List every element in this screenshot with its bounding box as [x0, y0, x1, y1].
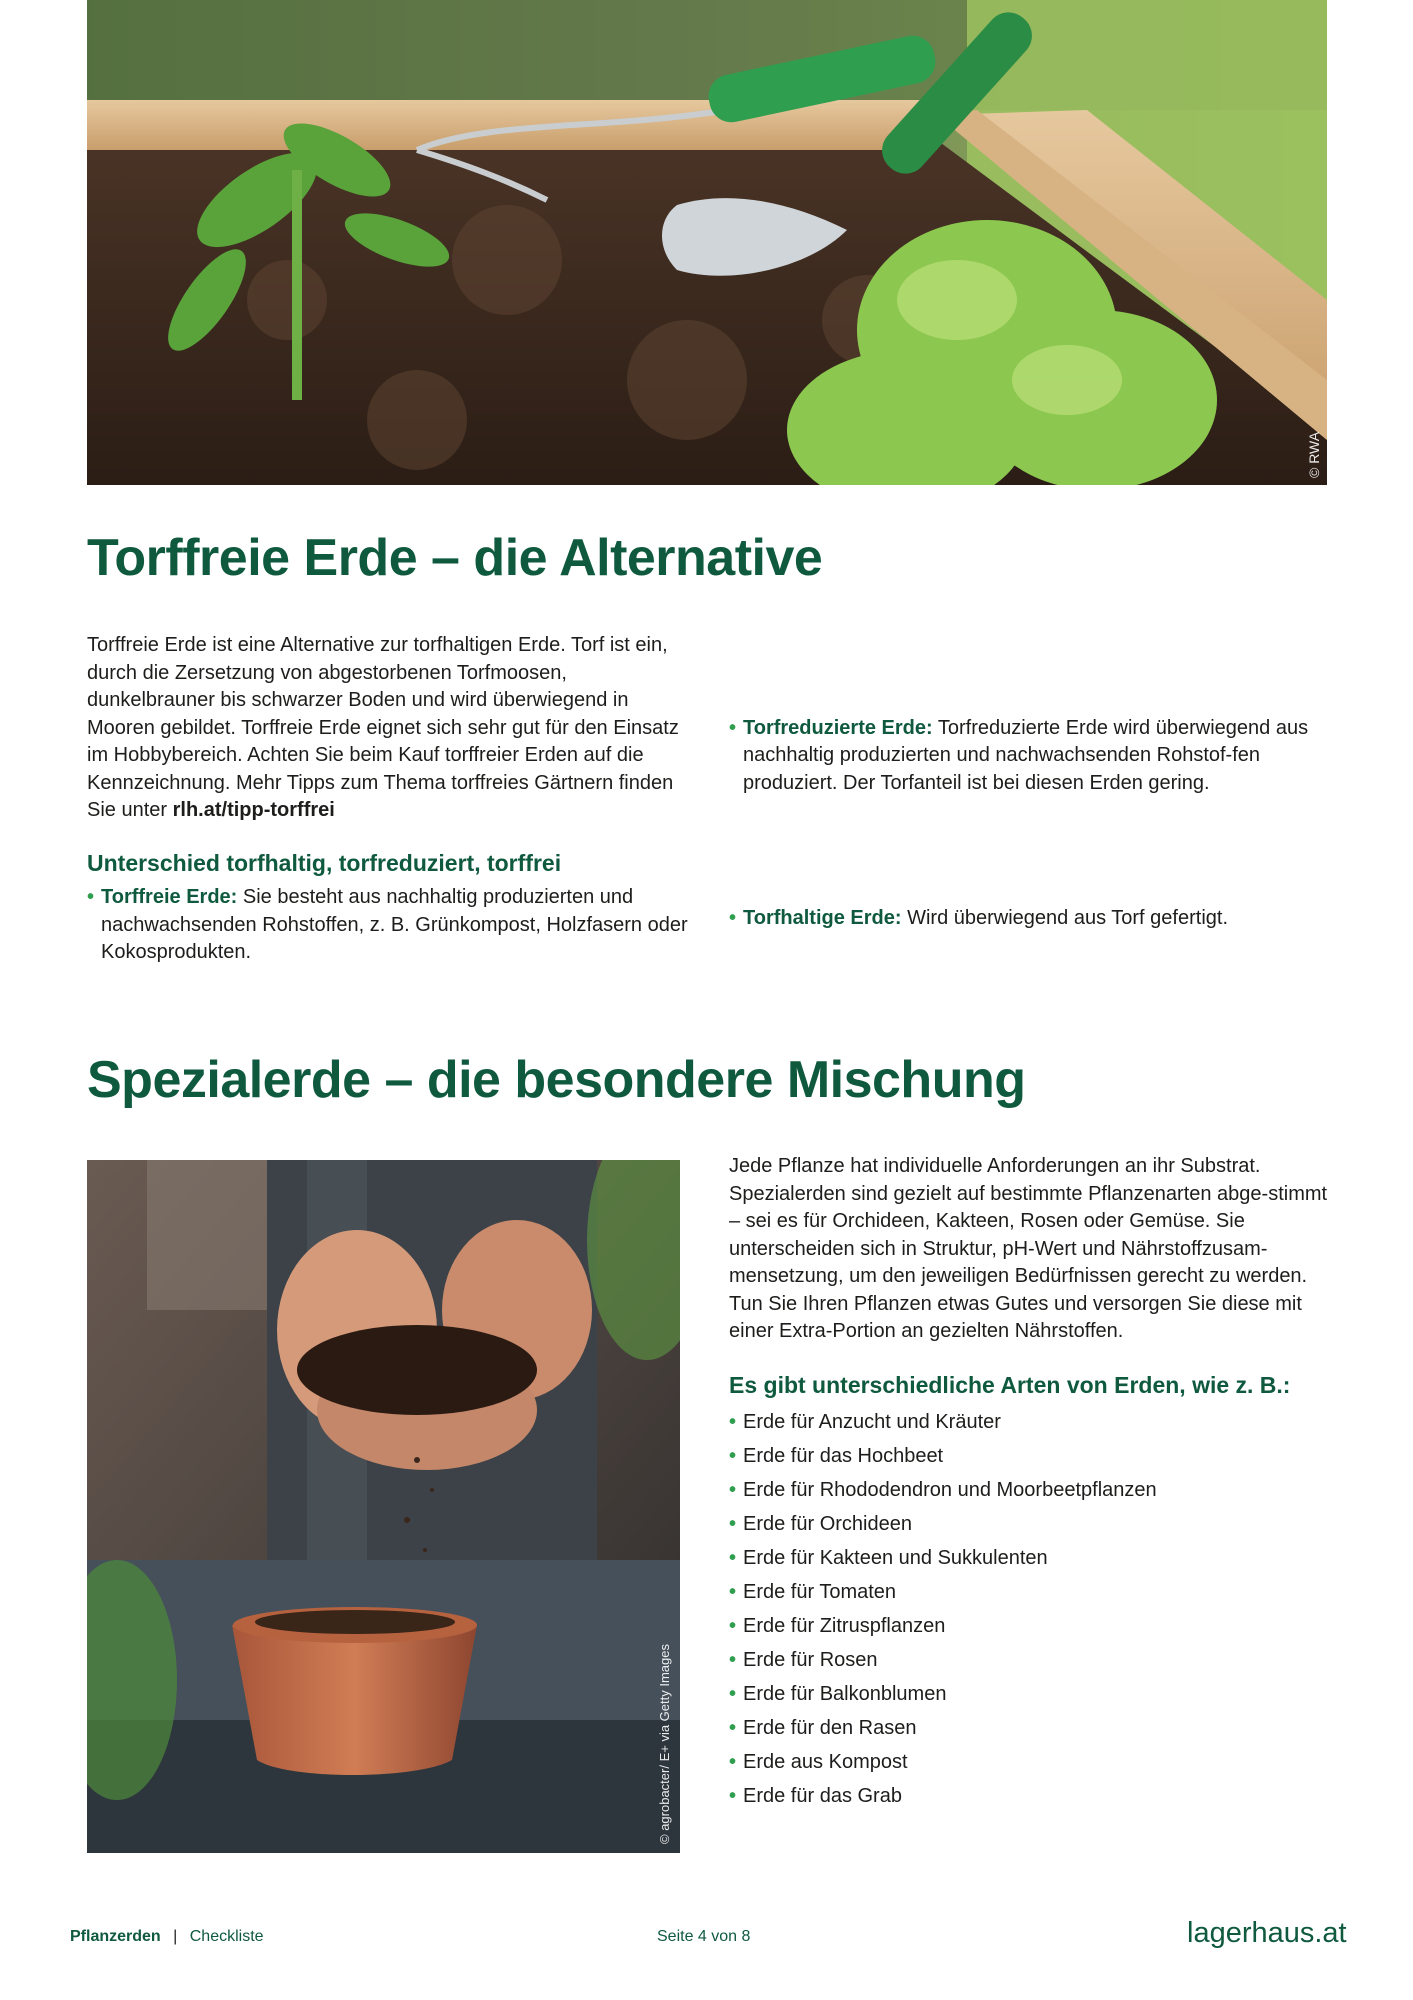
soil-type-label: Erde für Balkonblumen — [743, 1683, 947, 1705]
section1-intro — [87, 632, 687, 825]
soil-type-label: Erde für Tomaten — [743, 1581, 897, 1603]
raised-bed-illustration — [87, 0, 1327, 485]
bullet-dot: • — [729, 716, 737, 739]
footer-section: Checkliste — [189, 1928, 264, 1945]
bullet-dot: • — [729, 1411, 737, 1433]
soil-type-item — [729, 1473, 1329, 1507]
footer-separator: | — [173, 1928, 178, 1945]
soil-type-item — [729, 1643, 1329, 1677]
footer-page-number: Seite 4 von 8 — [657, 1928, 751, 1945]
bullet-dot: • — [729, 1479, 737, 1501]
bullet-torfhaltig — [729, 905, 1343, 933]
soil-type-item — [729, 1507, 1329, 1541]
bullet-dot: • — [729, 1785, 737, 1807]
torffrei-link[interactable]: rlh.at/tipp-torffrei — [172, 799, 335, 821]
bullet-dot: • — [729, 1751, 737, 1773]
bullet-dot: • — [729, 1717, 737, 1739]
soil-type-item — [729, 1609, 1329, 1643]
soil-type-label: Erde für das Hochbeet — [743, 1445, 944, 1467]
soil-types-list — [729, 1405, 1329, 1813]
soil-type-item — [729, 1677, 1329, 1711]
section1-intro-text: Torffreie Erde ist eine Alternative zur torfhaltigen Erde. Torf ist ein, durch die Zersetzung von abgestorbenen Torfmoosen, dunkelbrauner bis schwarzer Boden und wird überwiegend in Mooren gebildet. Torffreie Erde eignet sich sehr gut für den Einsatz im Hobbybereich. Achten Sie beim Kauf torffreier Erden auf die Kennzeichnung. Mehr Tipps zum Thema torffreies Gärtnern finden Sie unter — [87, 634, 679, 821]
bullet-dot: • — [729, 1683, 737, 1705]
bullet-dot: • — [729, 1547, 737, 1569]
section1-title: Torffreie Erde – die Alternative — [87, 529, 823, 587]
soil-type-item — [729, 1711, 1329, 1745]
footer-doc-title: Pflanzerden — [70, 1928, 161, 1945]
footer-left — [70, 1928, 264, 1946]
section2-intro: Jede Pflanze hat individuelle Anforderungen an ihr Substrat. Spezialerden sind gezielt auf bestimmte Pflanzenarten abge-stimmt – sei es für Orchideen, Kakteen, Rosen oder Gemüse. Sie unterscheiden sich in Struktur, pH-Wert und Nährstoffzusam-mensetzung, um den jeweiligen Bedürfnissen gerecht zu werden. Tun Sie Ihren Pflanzen etwas Gutes und versorgen Sie diese mit einer Extra-Portion an gezielten Nährstoffen. — [729, 1155, 1328, 1342]
soil-type-item — [729, 1575, 1329, 1609]
bullet-dot: • — [729, 1649, 737, 1671]
section2-subhead: Es gibt unterschiedliche Arten von Erden, wie z. B.: — [729, 1372, 1291, 1398]
hero-photo-credit: © RWA — [1306, 431, 1322, 478]
soil-type-label: Erde für Kakteen und Sukkulenten — [743, 1547, 1048, 1569]
soil-type-item — [729, 1779, 1329, 1813]
footer-brand[interactable]: lagerhaus.at — [1187, 1917, 1347, 1949]
soil-type-label: Erde für Zitruspflanzen — [743, 1615, 946, 1637]
section1-subhead: Unterschied torfhaltig, torfreduziert, torffrei — [87, 850, 562, 876]
bullet-torffrei — [87, 884, 701, 967]
photo2-credit: © agrobacter/ E+ via Getty Images — [657, 1644, 672, 1844]
bullet-torfreduziert — [729, 715, 1343, 798]
soil-type-label: Erde aus Kompost — [743, 1751, 908, 1773]
bullet-dot: • — [729, 1615, 737, 1637]
bullet-dot: • — [729, 1581, 737, 1603]
bullet-dot: • — [729, 907, 737, 929]
soil-type-label: Erde für Anzucht und Kräuter — [743, 1411, 1001, 1433]
bullet-text: Wird überwiegend aus Torf gefertigt. — [901, 907, 1228, 929]
bullet-text: Sie besteht aus nachhaltig produzierten und nachwachsenden Rohstoffen, z. B. Grünkompost, Holzfasern oder Kokosprodukten. — [101, 886, 688, 963]
bullet-term: Torfreduzierte Erde: — [743, 716, 933, 739]
bullet-dot: • — [729, 1445, 737, 1467]
section2-title: Spezialerde – die besondere Mischung — [87, 1051, 1026, 1109]
soil-hands-photo — [87, 1160, 680, 1853]
soil-type-item — [729, 1405, 1329, 1439]
bullet-dot: • — [87, 886, 95, 908]
bullet-text: Torfreduzierte Erde wird überwiegend aus nachhaltig produzierten und nachwachsenden Rohstof-fen produziert. Der Torfanteil ist bei diesen Erden gering. — [743, 716, 1309, 794]
bullet-dot: • — [729, 1513, 737, 1535]
soil-type-item — [729, 1439, 1329, 1473]
soil-type-label: Erde für Orchideen — [743, 1513, 912, 1535]
soil-type-label: Erde für das Grab — [743, 1785, 902, 1807]
soil-type-label: Erde für Rosen — [743, 1649, 878, 1671]
soil-type-label: Erde für den Rasen — [743, 1717, 917, 1739]
soil-type-item — [729, 1541, 1329, 1575]
soil-type-item — [729, 1745, 1329, 1779]
bullet-term: Torfhaltige Erde: — [743, 907, 902, 929]
hero-photo — [87, 0, 1327, 485]
hands-soil-illustration — [87, 1160, 680, 1853]
soil-type-label: Erde für Rhododendron und Moorbeetpflanzen — [743, 1479, 1157, 1501]
bullet-term: Torffreie Erde: — [101, 886, 238, 908]
